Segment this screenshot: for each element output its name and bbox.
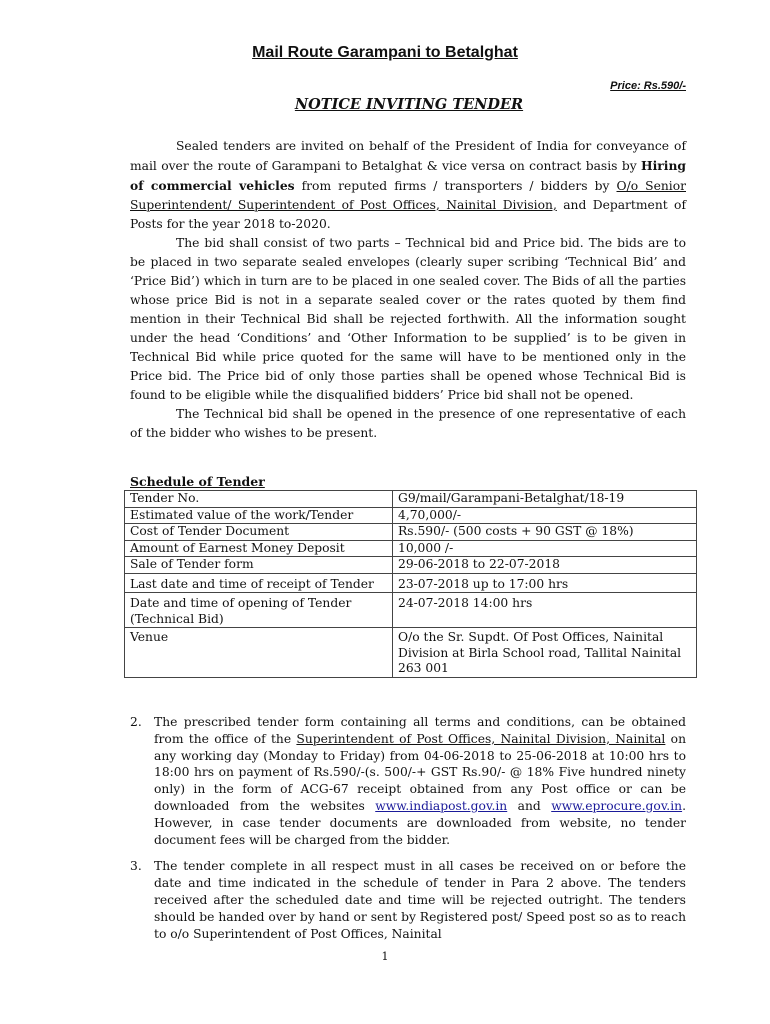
schedule-label: Cost of Tender Document <box>125 524 393 541</box>
schedule-label: Venue <box>125 628 393 678</box>
schedule-table <box>124 490 697 678</box>
list-item-number: 3. <box>130 859 142 874</box>
schedule-title: Schedule of Tender <box>130 474 265 489</box>
table-row <box>125 628 697 678</box>
item2-text-a: The prescribed tender form containing all terms and conditions, can be obtained from the office of the <box>154 715 686 746</box>
list-item-number: 2. <box>130 715 142 729</box>
schedule-value: O/o the Sr. Supdt. Of Post Offices, Nainital Division at Birla School road, Tallital Nainital 263 001 <box>393 628 697 678</box>
intro-paragraph-2: The bid shall consist of two parts – Technical bid and Price bid. The bids are to be placed in two separate sealed envelopes (clearly super scribing ‘Technical Bid’ and ‘Price Bid’) which in turn are to be placed in one sealed cover. The Bids of all the parties whose price Bid is not in a separate sealed cover or the rates quoted by them find mention in their Technical Bid shall be rejected forthwith. All the information sought under the head ‘Conditions’ and ‘Other Information to be supplied’ is to be given in Technical Bid while price quoted for the same will have to be mentioned only in the Price bid. The Price bid of only those parties shall be opened whose Technical Bid is found to be eligible while the disqualified bidders’ Price bid shall not be opened. <box>130 236 686 402</box>
table-row <box>125 593 697 628</box>
table-row <box>125 491 697 508</box>
indiapost-link[interactable]: www.indiapost.gov.in <box>375 798 508 813</box>
table-row <box>125 507 697 524</box>
item2-text-c: and <box>507 798 552 813</box>
schedule-label: Amount of Earnest Money Deposit <box>125 540 393 557</box>
table-row <box>125 524 697 541</box>
intro-p1-text-a: Sealed tenders are invited on behalf of the President of India for conveyance of mail over the route of Garampani to Betalghat & vice versa on contract basis by <box>130 139 686 173</box>
item3-text: The tender complete in all respect must in all cases be received on or before the date and time indicated in the schedule of tender in Para 2 above. The tenders received after the scheduled date and time will be rejected outright. The tenders should be handed over by hand or sent by Registered post/ Speed post so as to reach to o/o Superintendent of Post Offices, Nainital <box>154 859 686 941</box>
intro-text <box>130 137 686 443</box>
intro-paragraph-1 <box>130 137 686 234</box>
tender-price: Price: Rs.590/- <box>610 80 686 92</box>
table-row <box>125 573 697 593</box>
item2-underlined: Superintendent of Post Offices, Nainital Division, Nainital <box>296 731 666 746</box>
intro-p1-text-c: and Department of Posts for the year 2018 to-2020. <box>130 198 687 231</box>
eprocure-link[interactable]: www.eprocure.gov.in <box>551 798 683 813</box>
intro-p1-underlined: O/o Senior Superintendent/ Superintendent of Post Offices, Nainital Division, <box>130 179 686 212</box>
terms-list <box>130 714 686 942</box>
table-row <box>125 540 697 557</box>
page-number: 1 <box>381 950 389 963</box>
list-item-2 <box>130 714 686 848</box>
notice-heading: NOTICE INVITING TENDER <box>294 96 524 113</box>
schedule-value: 10,000 /- <box>393 540 697 557</box>
schedule-value: G9/mail/Garampani-Betalghat/18-19 <box>393 491 697 508</box>
schedule-value: 23-07-2018 up to 17:00 hrs <box>393 573 697 593</box>
schedule-value: 24-07-2018 14:00 hrs <box>393 593 697 628</box>
schedule-value: 4,70,000/- <box>393 507 697 524</box>
table-row <box>125 557 697 574</box>
intro-p1-bold: Hiring of commercial vehicles <box>130 158 686 193</box>
schedule-value: 29-06-2018 to 22-07-2018 <box>393 557 697 574</box>
intro-p1-text-b: from reputed firms / transporters / bidders by <box>294 179 617 193</box>
schedule-label: Estimated value of the work/Tender <box>125 507 393 524</box>
schedule-value: Rs.590/- (500 costs + 90 GST @ 18%) <box>393 524 697 541</box>
schedule-label: Last date and time of receipt of Tender <box>125 573 393 593</box>
intro-paragraph-3: The Technical bid shall be opened in the presence of one representative of each of the bidder who wishes to be present. <box>130 407 686 440</box>
item2-text-b: on any working day (Monday to Friday) from 04-06-2018 to 25-06-2018 at 10:00 hrs to 18:00 hrs on payment of Rs.590/-(s. 500/-+ GST Rs.90/- @ 18% Five hundred ninety only) in the form of ACG-67 receipt obtained from any Post office or can be downloaded from the websites <box>154 731 686 813</box>
list-item-3 <box>130 858 686 942</box>
schedule-label: Sale of Tender form <box>125 557 393 574</box>
page-title: Mail Route Garampani to Betalghat <box>252 44 518 61</box>
schedule-label: Date and time of opening of Tender (Technical Bid) <box>125 593 393 628</box>
item2-text-d: . However, in case tender documents are downloaded from website, no tender document fees will be charged from the bidder. <box>154 798 686 847</box>
schedule-label: Tender No. <box>125 491 393 508</box>
